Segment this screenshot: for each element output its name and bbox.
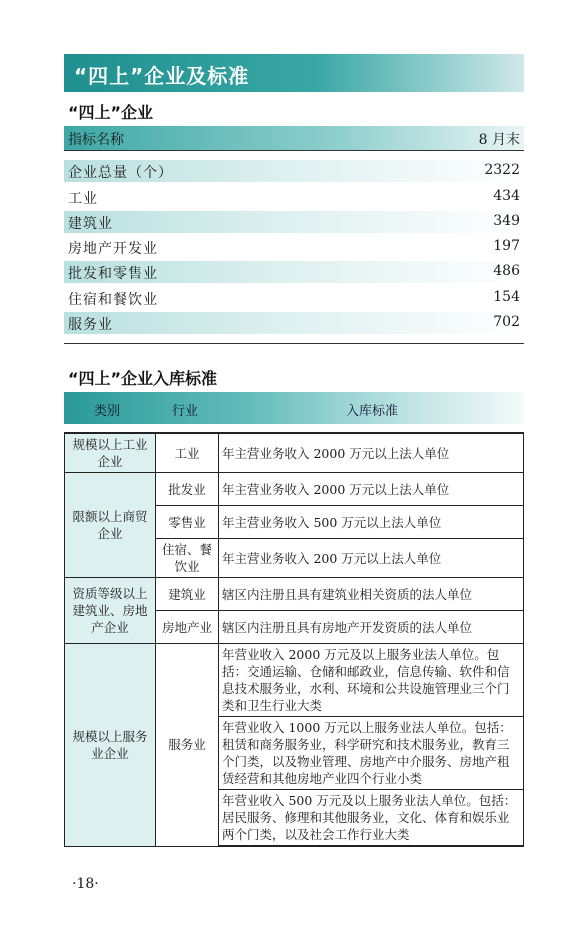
section-banner: [64, 54, 524, 92]
industry-cell: 零售业: [156, 506, 219, 539]
table1-row: [64, 261, 524, 283]
table-row: [65, 433, 524, 473]
table2-header: [64, 392, 524, 424]
row-value: 702: [493, 314, 520, 330]
category-cell: 规模以上服务业企业: [65, 644, 156, 847]
standard-cell: 年主营业务收入 2000 万元以上法人单位: [219, 433, 524, 473]
table-row: [65, 578, 524, 611]
row-value: 486: [493, 263, 520, 279]
category-cell: 限额以上商贸企业: [65, 473, 156, 578]
standards-table: [64, 432, 524, 847]
table1-header: [64, 126, 524, 151]
industry-cell: 批发业: [156, 473, 219, 506]
table2-title: “四上”企业入库标准: [68, 369, 218, 388]
col-industry: 行业: [172, 404, 199, 419]
table-row: [65, 644, 524, 717]
row-label: 建筑业: [68, 216, 113, 232]
table1-row: [64, 287, 524, 309]
row-value: 2322: [484, 162, 520, 178]
table1-bottom-rule: [64, 343, 524, 344]
table1-row: [64, 186, 524, 208]
industry-cell: 住宿、餐饮业: [156, 539, 219, 578]
industry-cell: 建筑业: [156, 578, 219, 611]
category-cell: 规模以上工业企业: [65, 433, 156, 473]
page-number: ·18·: [72, 876, 99, 892]
row-label: 住宿和餐饮业: [68, 292, 158, 308]
table1-row: [64, 236, 524, 258]
standard-cell: 年营业收入 500 万元及以上服务业法人单位。包括：居民服务、修理和其他服务业，文化、体育和娱乐业两个门类，以及社会工作行业大类: [219, 790, 524, 847]
table1-header-label: 指标名称: [68, 132, 124, 148]
industry-cell: 房地产业: [156, 611, 219, 644]
row-label: 工业: [68, 191, 98, 207]
industry-cell: 工业: [156, 433, 219, 473]
row-value: 197: [493, 238, 520, 254]
category-cell: 资质等级以上建筑业、房地产企业: [65, 578, 156, 644]
standard-cell: 辖区内注册且具有房地产开发资质的法人单位: [219, 611, 524, 644]
table1-title: “四上”企业: [68, 103, 154, 122]
table1-row: [64, 160, 524, 182]
row-value: 154: [493, 289, 520, 305]
row-label: 企业总量（个）: [68, 165, 173, 181]
row-label: 批发和零售业: [68, 266, 158, 282]
section-title: “四上”企业及标准: [74, 64, 250, 88]
standard-cell: 年主营业务收入 200 万元以上法人单位: [219, 539, 524, 578]
standard-cell: 辖区内注册且具有建筑业相关资质的法人单位: [219, 578, 524, 611]
table1-row: [64, 312, 524, 334]
standard-cell: 年主营业务收入 2000 万元以上法人单位: [219, 473, 524, 506]
standard-cell: 年营业收入 2000 万元及以上服务业法人单位。包括：交通运输、仓储和邮政业，信息传输、软件和信息技术服务业，水利、环境和公共设施管理业三个门类和卫生行业大类: [219, 644, 524, 717]
row-label: 房地产开发业: [68, 241, 158, 257]
industry-cell: 服务业: [156, 644, 219, 847]
table1-row: [64, 211, 524, 233]
row-label: 服务业: [68, 317, 113, 333]
standard-cell: 年主营业务收入 500 万元以上法人单位: [219, 506, 524, 539]
table-row: [65, 473, 524, 506]
col-standard: 入库标准: [346, 404, 399, 419]
col-category: 类别: [94, 404, 121, 419]
table1-header-value: 8 月末: [478, 132, 520, 148]
standard-cell: 年营业收入 1000 万元以上服务业法人单位。包括：租赁和商务服务业，科学研究和技术服务业，教育三个门类，以及物业管理、房地产中介服务、房地产租赁经营和其他房地产业四个行业小类: [219, 717, 524, 790]
row-value: 349: [493, 213, 520, 229]
row-value: 434: [493, 188, 520, 204]
